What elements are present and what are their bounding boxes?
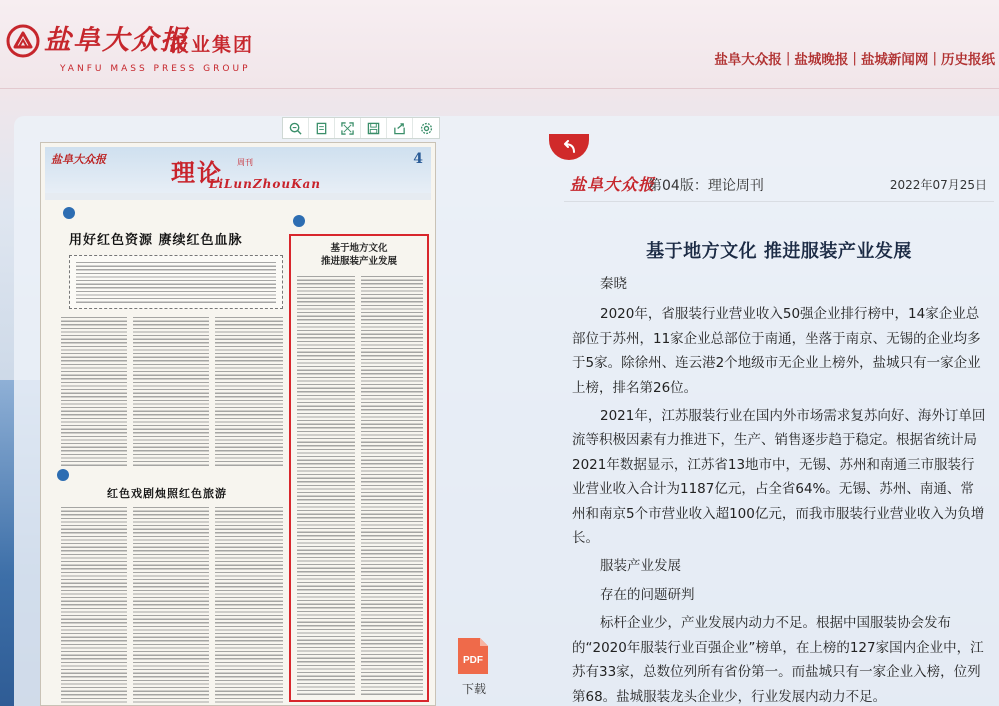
zoom-in-icon xyxy=(289,122,302,135)
paper-section-title: 理论 xyxy=(171,158,223,187)
fullscreen-button[interactable] xyxy=(335,118,361,138)
article-title: 基于地方文化 推进服装产业发展 xyxy=(646,241,912,262)
paper-text-column xyxy=(215,317,283,467)
nav-separator: | xyxy=(852,50,857,66)
nav-separator: | xyxy=(785,50,791,66)
paper-section-sub: 周刊 xyxy=(237,158,253,167)
nav-link-history-papers[interactable]: 历史报纸 xyxy=(941,52,995,68)
paper-page-number: 4 xyxy=(413,151,423,167)
paper-toolbar xyxy=(282,117,440,139)
paper-pinyin: LiLunZhouKan xyxy=(209,177,322,191)
paper-headline-red-drama[interactable]: 红色戏剧烛照红色旅游 xyxy=(107,487,227,500)
logo-group-name: 报业集团 xyxy=(170,34,255,56)
page-icon xyxy=(315,122,328,135)
pdf-badge-text: PDF xyxy=(463,655,483,666)
paper-quote-box xyxy=(69,255,283,309)
fullscreen-icon xyxy=(341,122,354,135)
nav-link-news-site[interactable]: 盐城新闻网 xyxy=(860,52,929,68)
paper-text-column xyxy=(133,317,209,467)
save-icon xyxy=(367,122,380,135)
nav-separator: | xyxy=(932,50,937,66)
pdf-download-label[interactable]: 下载 xyxy=(462,682,487,696)
paper-column-tag xyxy=(293,215,305,227)
paper-highlight-article[interactable] xyxy=(289,234,429,702)
paper-text-column xyxy=(361,276,423,696)
pdf-file-icon xyxy=(456,636,490,676)
share-icon xyxy=(393,122,406,135)
single-page-button[interactable] xyxy=(309,118,335,138)
top-nav xyxy=(714,48,995,68)
logo-title: 盐阜大众报 xyxy=(44,25,189,56)
logo-english: YANFU MASS PRESS GROUP xyxy=(60,64,251,74)
share-button[interactable] xyxy=(387,118,413,138)
pdf-download-button[interactable] xyxy=(456,636,490,676)
article-body xyxy=(572,272,986,706)
settings-button[interactable] xyxy=(413,118,439,138)
paper-info-strip xyxy=(45,193,431,200)
article-subheading: 服装产业发展 xyxy=(600,558,681,575)
paper-text-column xyxy=(215,507,283,703)
nav-link-yanfu-daily[interactable]: 盐阜大众报 xyxy=(714,52,782,68)
save-button[interactable] xyxy=(361,118,387,138)
header-divider xyxy=(0,88,999,89)
site-header xyxy=(0,0,999,86)
paper-text-column xyxy=(133,507,209,703)
paper-headline-red-resources[interactable]: 用好红色资源 赓续红色血脉 xyxy=(69,233,243,248)
paper-masthead: 盐阜大众报 xyxy=(51,153,106,166)
paper-text xyxy=(76,262,276,304)
newspaper-page[interactable] xyxy=(40,142,436,706)
paper-header xyxy=(45,147,431,193)
article-author: 秦晓 xyxy=(600,276,627,292)
article-paragraph: 2020年，省服装行业营业收入50强企业排行榜中，14家企业总部位于苏州，11家企业总部位于南通，坐落于南京、无锡的企业均多于5家。除徐州、连云港2个地级市无企业上榜外，盐城只有一家企业上榜，排名第26位。 xyxy=(572,306,981,396)
zoom-in-button[interactable] xyxy=(283,118,309,138)
article-divider xyxy=(564,201,994,202)
back-arrow-icon xyxy=(561,140,577,154)
article-paragraph: 2021年，江苏服装行业在国内外市场需求复苏向好、海外订单回流等积极因素有力推进下，生产、销售逐步趋于稳定。根据省统计局2021年数据显示，江苏省13地市中，无锡、苏州和南通三市服装行业营业收入合计为1187亿元，占全省64%。无锡、苏州、南通、常州和南京5个市营业收入超100亿元，而我市服装行业营业收入为负增长。 xyxy=(572,408,986,547)
article-edition: 第04版：理论周刊 xyxy=(648,178,764,194)
article-logo: 盐阜大众报 xyxy=(570,175,656,194)
paper-text-column xyxy=(297,276,355,696)
article-subheading: 存在的问题研判 xyxy=(600,586,695,603)
nav-link-yancheng-evening[interactable]: 盐城晚报 xyxy=(794,52,849,68)
paper-text-column xyxy=(61,507,127,703)
settings-icon xyxy=(420,122,433,135)
paper-column-tag xyxy=(57,469,69,481)
paper-headline-clothing: 基于地方文化 推进服装产业发展 xyxy=(320,243,397,267)
paper-text-column xyxy=(61,317,127,467)
logo-icon xyxy=(6,24,40,58)
article-paragraph: 标杆企业少，产业发展内动力不足。根据中国服装协会发布的“2020年服装行业百强企业”榜单，在上榜的127家国内企业中，江苏有33家，总数位列所有省份第一。而盐城只有一家企业入榜，位列第68。盐城服装龙头企业少，行业发展内动力不足。 xyxy=(572,615,984,705)
article-date: 2022年07月25日 xyxy=(889,178,987,192)
paper-column-tag xyxy=(63,207,75,219)
